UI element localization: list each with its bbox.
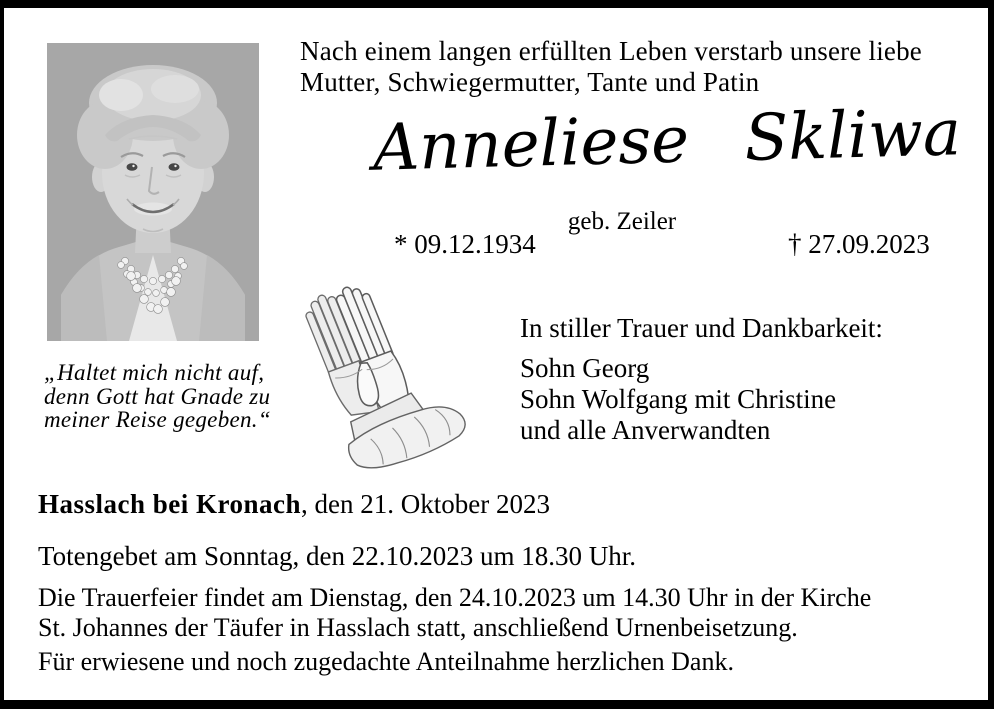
birth-date: * 09.12.1934 bbox=[394, 229, 536, 259]
intro-text bbox=[300, 36, 922, 98]
intro-line-2: Mutter, Schwiegermutter, Tante und Patin bbox=[300, 67, 760, 97]
mourners-list bbox=[520, 353, 836, 446]
mourners-heading: In stiller Trauer und Dankbarkeit: bbox=[520, 313, 883, 343]
quote-line-2: denn Gott hat Gnade zu bbox=[44, 383, 271, 409]
thanks-line: Für erwiesene und noch zugedachte Anteilnahme herzlichen Dank. bbox=[38, 647, 734, 676]
quote-line-1: „Haltet mich nicht auf, bbox=[44, 360, 265, 385]
praying-hands-illustration bbox=[283, 258, 455, 472]
quote-line-3: meiner Reise gegeben.“ bbox=[44, 407, 271, 432]
place-name: Hasslach bei Kronach bbox=[38, 489, 302, 519]
mourner-line-1: Sohn Georg bbox=[520, 353, 650, 383]
mourner-line-3: und alle Anverwandten bbox=[520, 415, 771, 445]
intro-line-1: Nach einem langen erfüllten Leben verstarb unsere liebe bbox=[300, 36, 922, 66]
portrait-photo-image bbox=[47, 43, 259, 341]
praying-hands-image bbox=[283, 258, 455, 472]
trauerfeier-paragraph bbox=[38, 583, 871, 643]
trauerfeier-line-1: Die Trauerfeier findet am Dienstag, den 24.10.2023 um 14.30 Uhr in der Kirche bbox=[38, 583, 872, 612]
maiden-name: geb. Zeiler bbox=[567, 208, 677, 235]
trauerfeier-line-2: St. Johannes der Täufer in Hasslach statt, anschließend Urnenbeisetzung. bbox=[38, 613, 798, 642]
death-date: † 27.09.2023 bbox=[788, 229, 930, 259]
portrait-photo bbox=[47, 43, 259, 341]
place-date-suffix: , den 21. Oktober 2023 bbox=[301, 489, 551, 519]
mourner-line-2: Sohn Wolfgang mit Christine bbox=[520, 384, 837, 414]
totengebet-line: Totengebet am Sonntag, den 22.10.2023 um 18.30 Uhr. bbox=[38, 541, 637, 571]
deceased-name: Anneliese Skliwa bbox=[372, 96, 962, 186]
scripture-quote bbox=[44, 361, 271, 432]
place-and-date-line bbox=[38, 489, 550, 520]
